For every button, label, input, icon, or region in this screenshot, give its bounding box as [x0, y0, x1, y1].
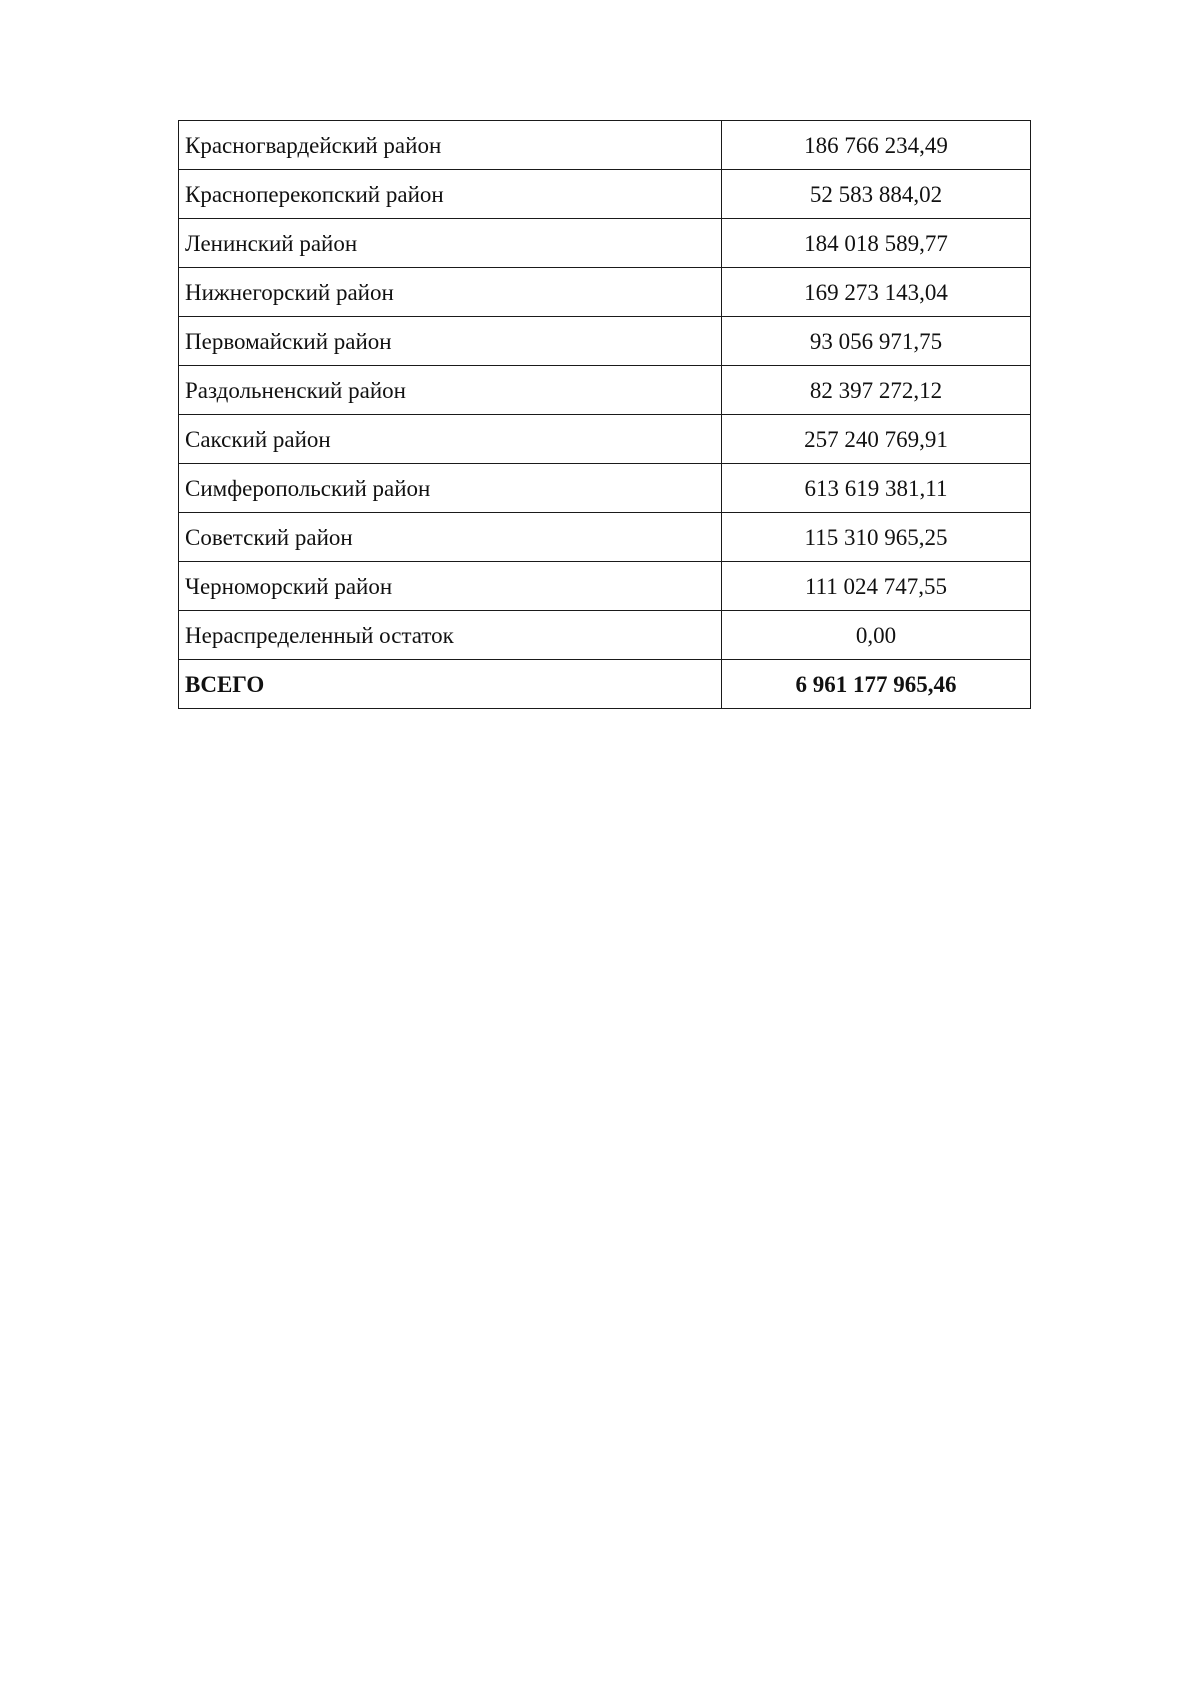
district-name: Первомайский район [179, 317, 722, 366]
table-row [179, 121, 1031, 170]
district-name: Симферопольский район [179, 464, 722, 513]
table-row [179, 611, 1031, 660]
table-row [179, 415, 1031, 464]
table-row [179, 170, 1031, 219]
district-amount: 93 056 971,75 [722, 317, 1031, 366]
table-row [179, 366, 1031, 415]
district-amount: 0,00 [722, 611, 1031, 660]
district-budget-table [178, 120, 1031, 709]
district-name: Раздольненский район [179, 366, 722, 415]
table-row [179, 562, 1031, 611]
total-label: ВСЕГО [179, 660, 722, 709]
district-amount: 82 397 272,12 [722, 366, 1031, 415]
district-amount: 613 619 381,11 [722, 464, 1031, 513]
district-name: Черноморский район [179, 562, 722, 611]
district-amount: 186 766 234,49 [722, 121, 1031, 170]
district-name: Нераспределенный остаток [179, 611, 722, 660]
district-name: Красноперекопский район [179, 170, 722, 219]
district-name: Ленинский район [179, 219, 722, 268]
total-amount: 6 961 177 965,46 [722, 660, 1031, 709]
district-name: Советский район [179, 513, 722, 562]
district-amount: 115 310 965,25 [722, 513, 1031, 562]
district-amount: 184 018 589,77 [722, 219, 1031, 268]
table-row [179, 268, 1031, 317]
district-amount: 257 240 769,91 [722, 415, 1031, 464]
table-row [179, 317, 1031, 366]
district-name: Нижнегорский район [179, 268, 722, 317]
total-row [179, 660, 1031, 709]
table-row [179, 513, 1031, 562]
table-row [179, 219, 1031, 268]
district-name: Красногвардейский район [179, 121, 722, 170]
district-amount: 169 273 143,04 [722, 268, 1031, 317]
district-amount: 111 024 747,55 [722, 562, 1031, 611]
district-name: Сакский район [179, 415, 722, 464]
table-row [179, 464, 1031, 513]
district-amount: 52 583 884,02 [722, 170, 1031, 219]
